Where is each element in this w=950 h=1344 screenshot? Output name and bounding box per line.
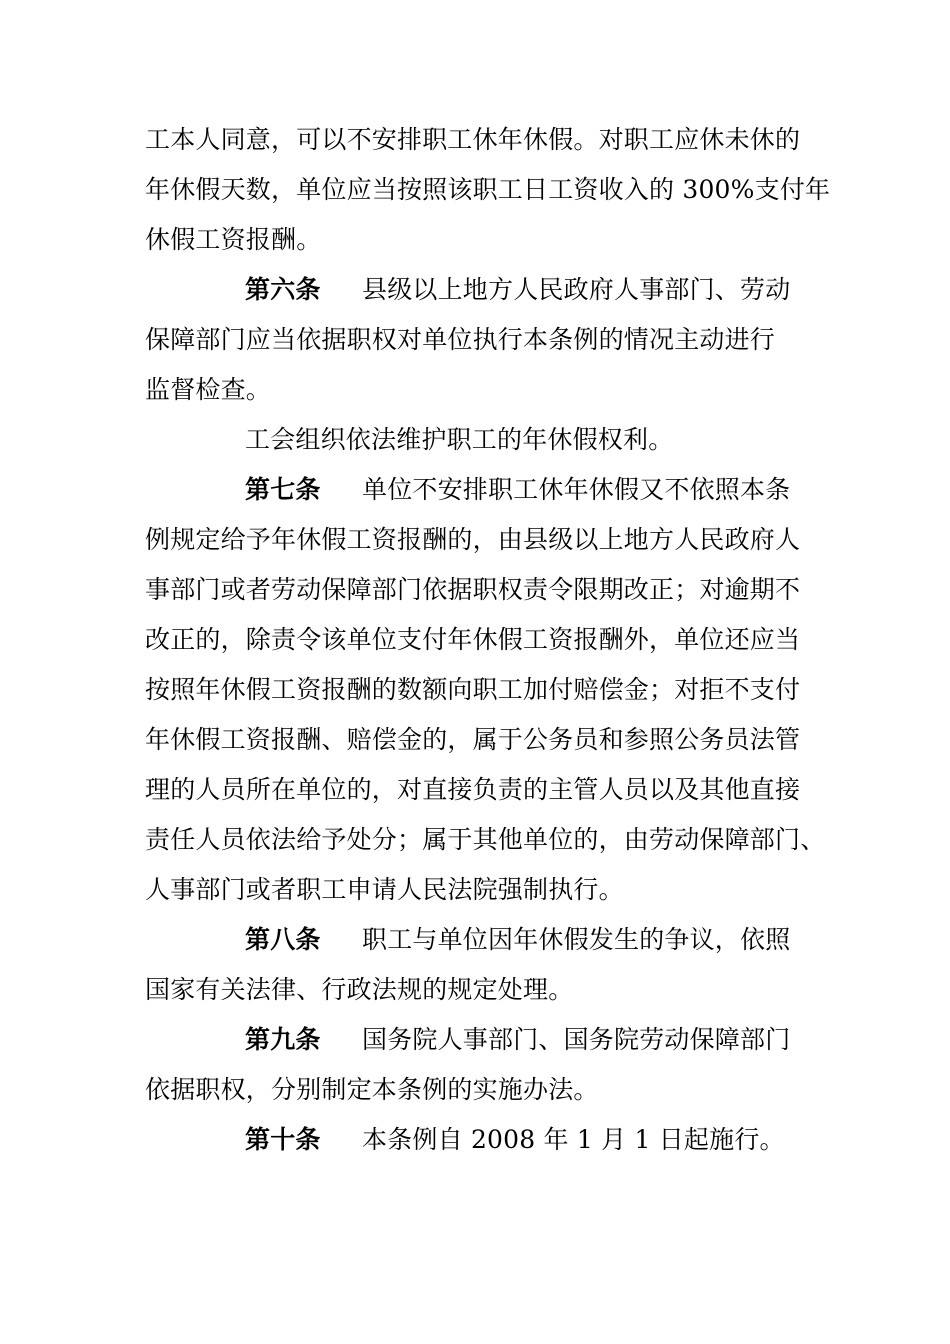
article-heading: 第六条 <box>245 275 321 304</box>
article-text: 单位不安排职工休年休假又不依照本条 <box>362 475 791 504</box>
article-text: 本条例自 2008 年 1 月 1 日起施行。 <box>362 1125 785 1154</box>
text-line: 年休假工资报酬、赔偿金的，属于公务员和参照公务员法管 <box>145 725 801 754</box>
article-heading: 第九条 <box>245 1025 321 1054</box>
text-line: 理的人员所在单位的，对直接负责的主管人员以及其他直接 <box>145 775 801 804</box>
text-line: 人事部门或者职工申请人民法院强制执行。 <box>145 875 624 904</box>
text-line: 例规定给予年休假工资报酬的，由县级以上地方人民政府人 <box>145 525 801 554</box>
article-heading: 第十条 <box>245 1125 321 1154</box>
article-text: 国务院人事部门、国务院劳动保障部门 <box>362 1025 791 1054</box>
text-line: 责任人员依法给予处分；属于其他单位的，由劳动保障部门、 <box>145 825 826 854</box>
text-line: 监督检查。 <box>145 375 272 404</box>
text-line: 事部门或者劳动保障部门依据职权责令限期改正；对逾期不 <box>145 575 801 604</box>
article-text: 职工与单位因年休假发生的争议，依照 <box>362 925 791 954</box>
text-line: 年休假天数，单位应当按照该职工日工资收入的 300%支付年 <box>145 175 831 204</box>
article-7-first-line <box>245 474 790 506</box>
text-line: 工本人同意，可以不安排职工休年休假。对职工应休未休的 <box>145 125 801 154</box>
text-line: 国家有关法律、行政法规的规定处理。 <box>145 975 574 1004</box>
text-line: 休假工资报酬。 <box>145 225 322 254</box>
article-text: 县级以上地方人民政府人事部门、劳动 <box>362 275 791 304</box>
article-heading: 第八条 <box>245 925 321 954</box>
article-heading: 第七条 <box>245 475 321 504</box>
text-line: 改正的，除责令该单位支付年休假工资报酬外，单位还应当 <box>145 625 801 654</box>
article-10-first-line <box>245 1124 785 1156</box>
text-line: 按照年休假工资报酬的数额向职工加付赔偿金；对拒不支付 <box>145 675 801 704</box>
article-6-first-line <box>245 274 790 306</box>
text-line: 依据职权，分别制定本条例的实施办法。 <box>145 1075 599 1104</box>
text-line: 保障部门应当依据职权对单位执行本条例的情况主动进行 <box>145 325 776 354</box>
article-9-first-line <box>245 1024 790 1056</box>
paragraph-first-line: 工会组织依法维护职工的年休假权利。 <box>245 425 674 454</box>
article-8-first-line <box>245 924 790 956</box>
